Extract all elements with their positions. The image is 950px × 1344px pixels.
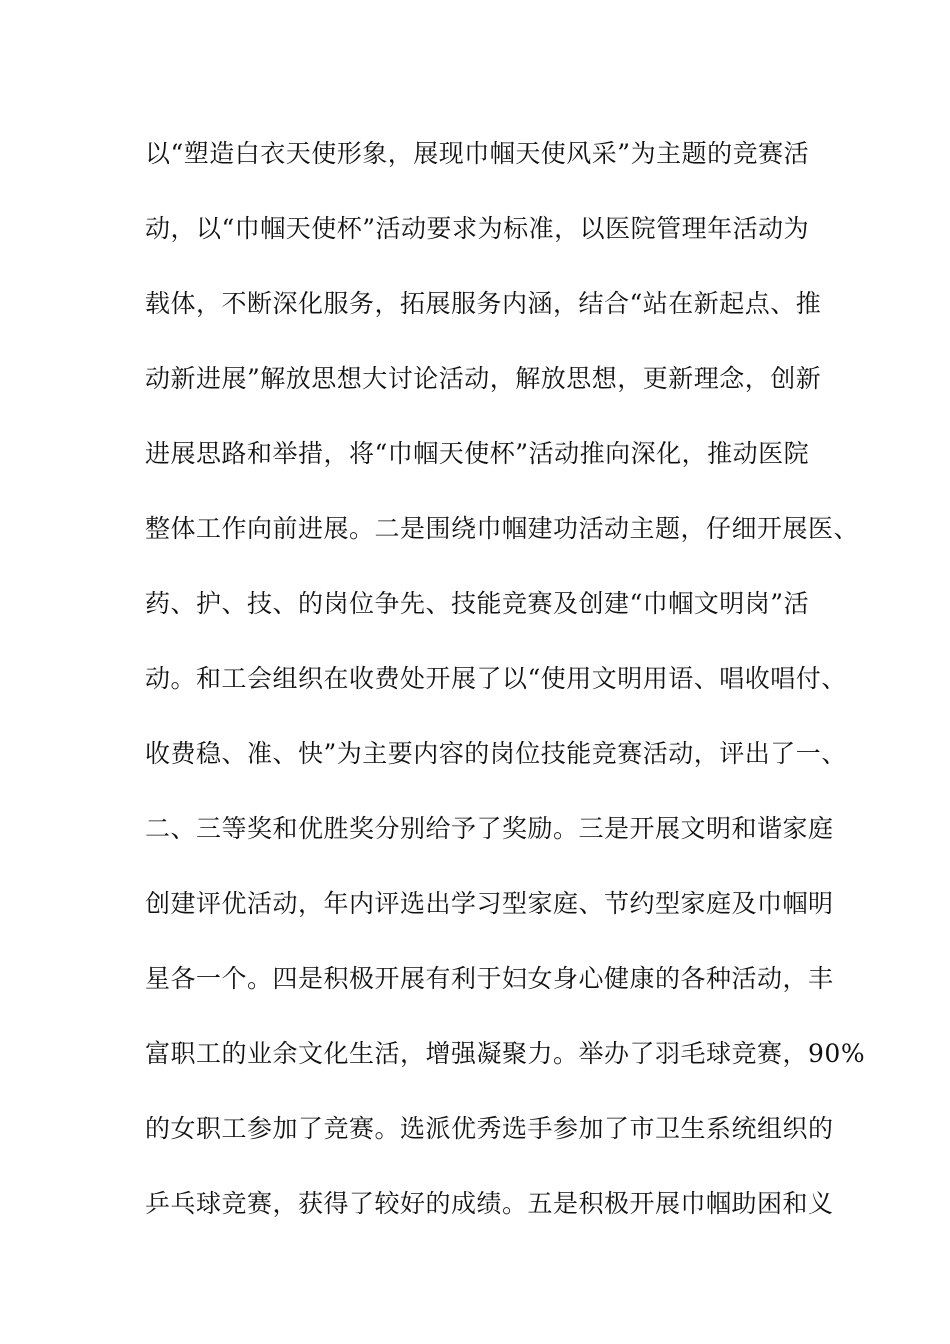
text-line: 整体工作向前进展。二是围绕巾帼建功活动主题，仔细开展医、 (145, 514, 860, 543)
text-line: 的女职工参加了竞赛。选派优秀选手参加了市卫生系统组织的 (145, 1114, 834, 1143)
text-line: 动。和工会组织在收费处开展了以“使用文明用语、唱收唱付、 (145, 664, 847, 693)
text-line: 动新进展”解放思想大讨论活动，解放思想，更新理念，创新 (145, 364, 822, 393)
text-line: 二、三等奖和优胜奖分别给予了奖励。三是开展文明和谐家庭 (145, 814, 834, 843)
text-line: 以“塑造白衣天使形象，展现巾帼天使风采”为主题的竞赛活 (145, 139, 810, 168)
text-line: 星各一个。四是积极开展有利于妇女身心健康的各种活动，丰 (145, 964, 834, 993)
body-paragraph (145, 129, 866, 1254)
text-line: 动，以“巾帼天使杯”活动要求为标准，以医院管理年活动为 (145, 214, 810, 243)
text-line: 乒乓球竞赛，获得了较好的成绩。五是积极开展巾帼助困和义 (145, 1189, 834, 1218)
text-line: 进展思路和举措，将“巾帼天使杯”活动推向深化，推动医院 (145, 439, 810, 468)
text-line: 创建评优活动，年内评选出学习型家庭、节约型家庭及巾帼明 (145, 889, 834, 918)
text-line: 收费稳、准、快”为主要内容的岗位技能竞赛活动，评出了一、 (145, 739, 847, 768)
text-line: 载体，不断深化服务，拓展服务内涵，结合“站在新起点、推 (145, 289, 822, 318)
text-line: 药、护、技、的岗位争先、技能竞赛及创建“巾帼文明岗”活 (145, 589, 810, 618)
text-line: 富职工的业余文化生活，增强凝聚力。举办了羽毛球竞赛，90% (145, 1039, 866, 1068)
